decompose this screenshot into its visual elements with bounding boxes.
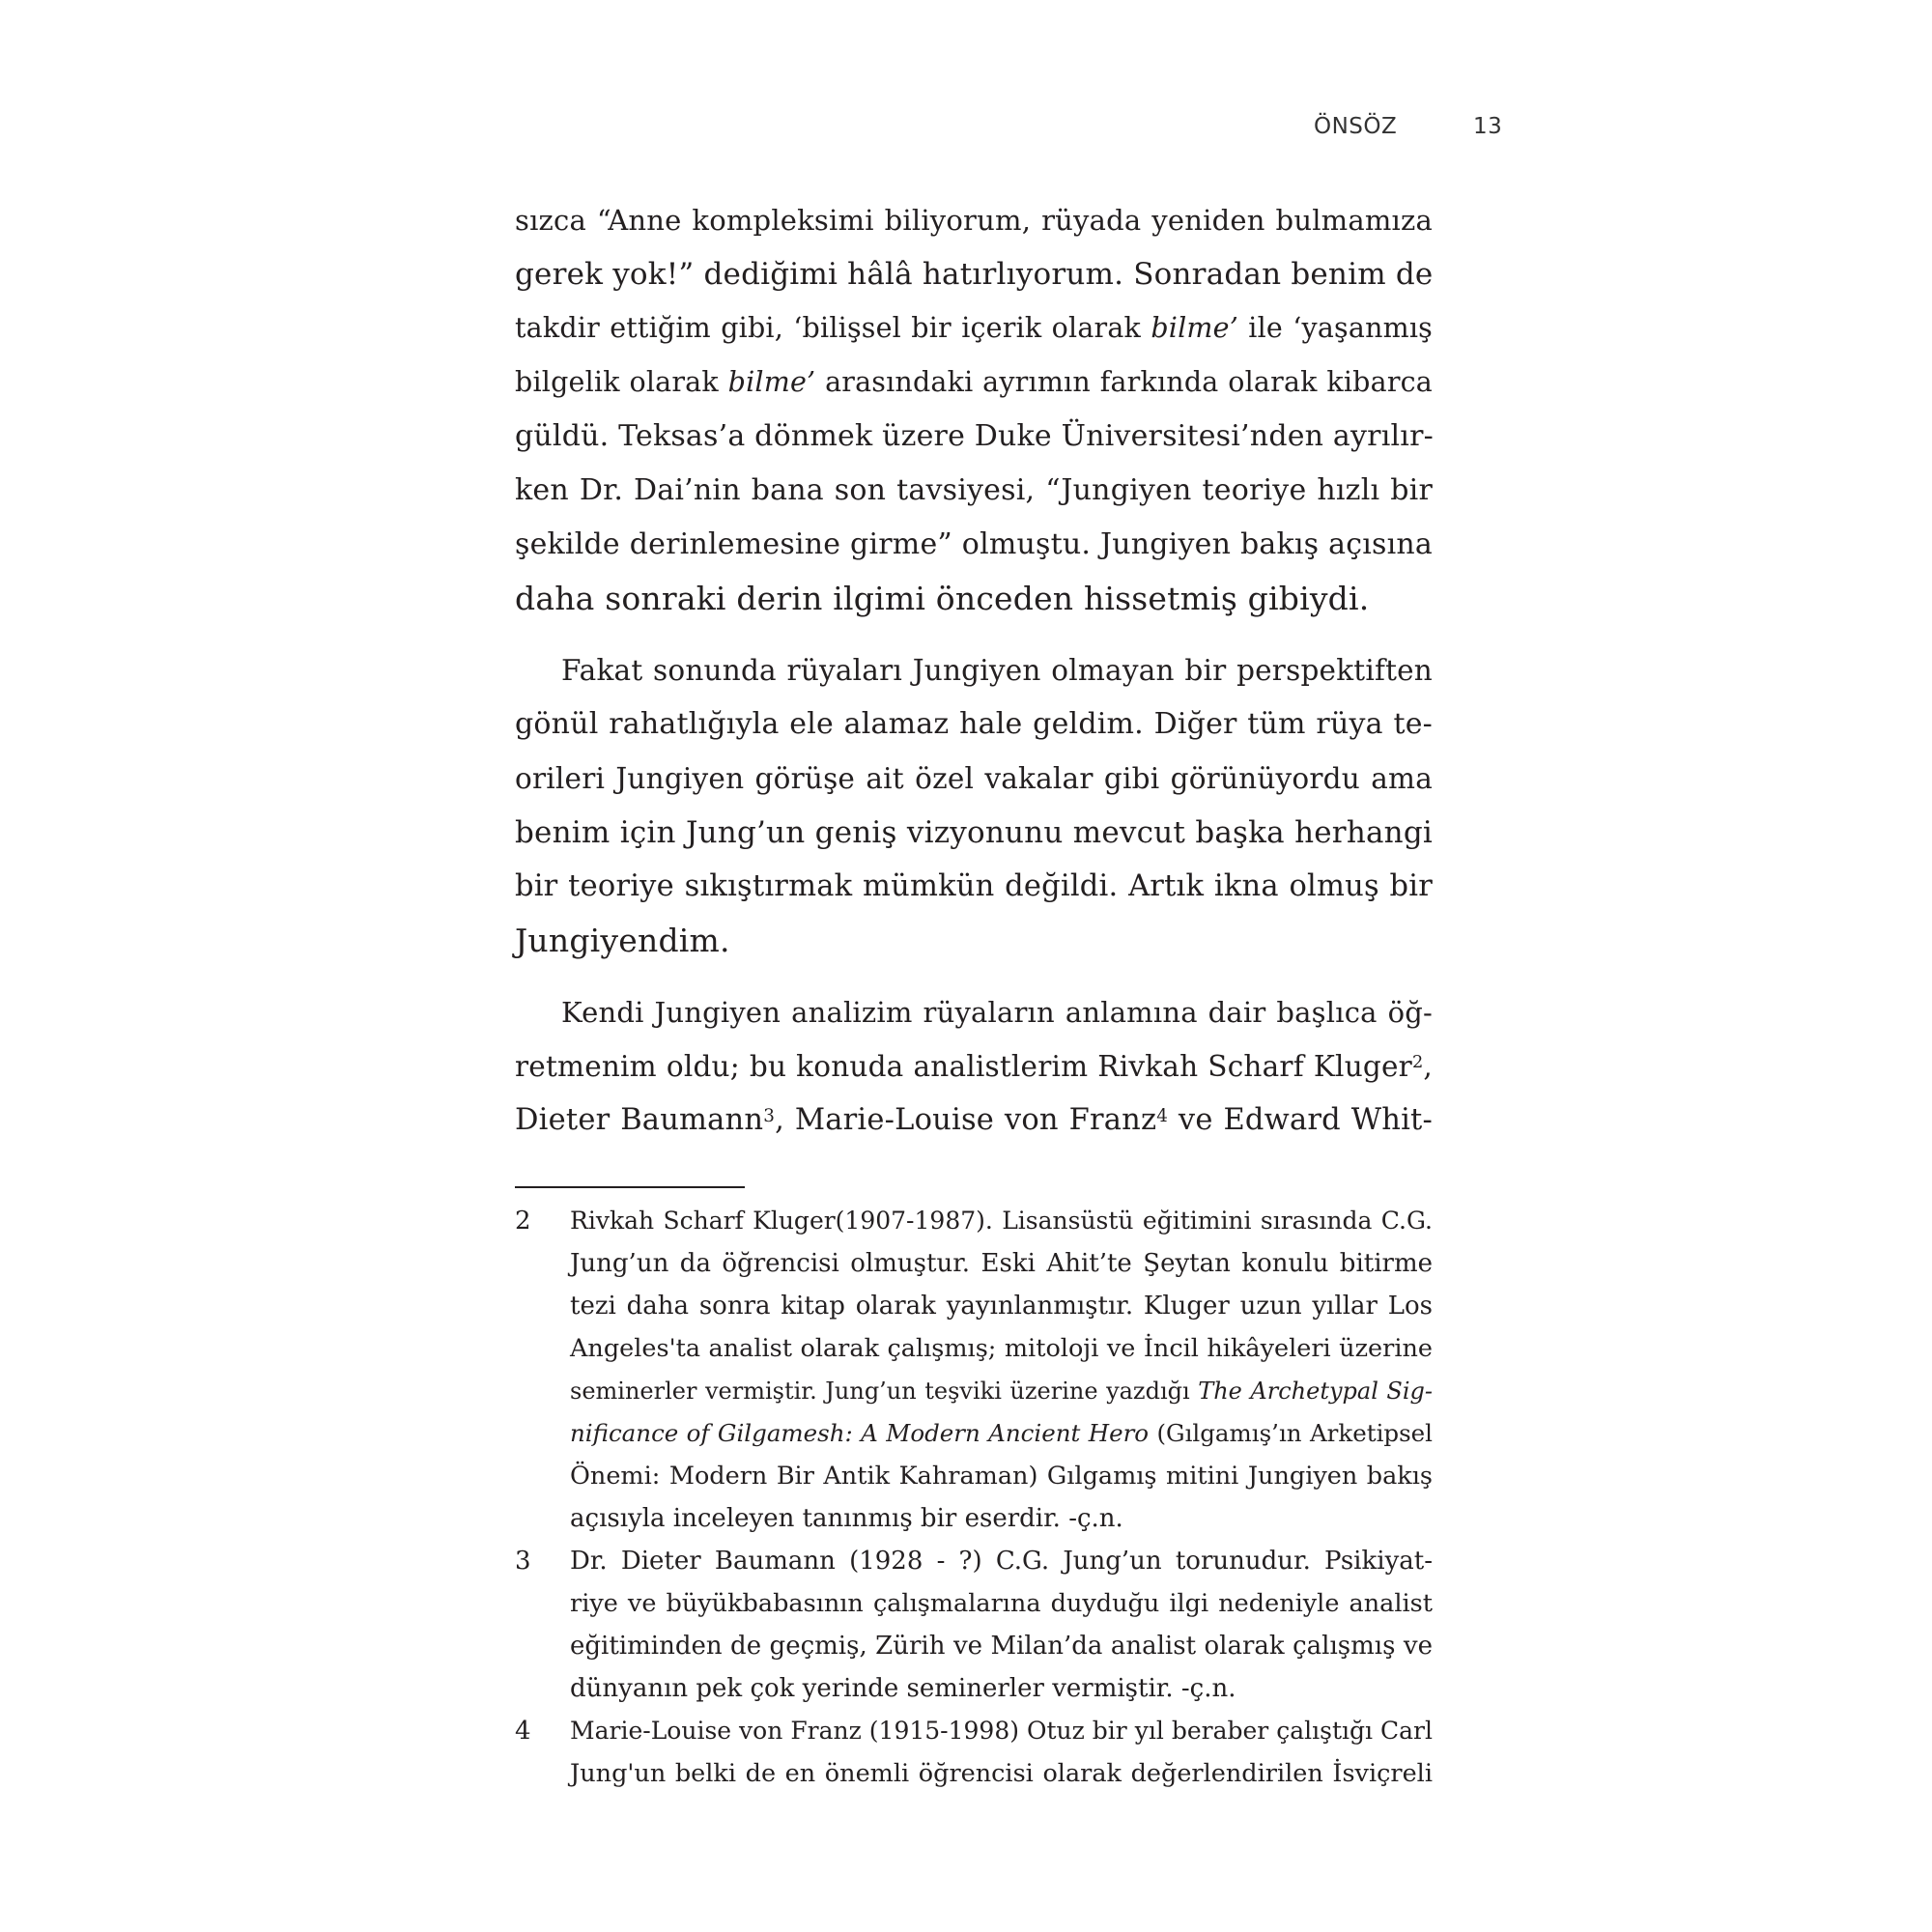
text-line: Jungiyendim. bbox=[515, 922, 730, 959]
text-line: ken Dr. Dai’nin bana son tavsiyesi, “Jungiyen teoriye hızlı bir bbox=[515, 473, 1433, 507]
text-line: bir teoriye sıkıştırmak mümkün değildi. Artık ikna olmuş bir bbox=[515, 869, 1433, 903]
footnote-4 bbox=[515, 1710, 1433, 1795]
section-title: ÖNSÖZ bbox=[1314, 114, 1398, 139]
page-number: 13 bbox=[1473, 114, 1503, 139]
footnote-line: Marie-Louise von Franz (1915-1998) Otuz bir yıl beraber çalıştığı Carl bbox=[570, 1717, 1433, 1745]
footnote-separator bbox=[515, 1186, 745, 1188]
footnote-2 bbox=[515, 1200, 1433, 1540]
paragraph-2 bbox=[515, 643, 1433, 968]
paragraph-1 bbox=[515, 193, 1433, 626]
footnote-ref[interactable]: 3 bbox=[763, 1106, 776, 1126]
footnote-ref[interactable]: 4 bbox=[1156, 1106, 1169, 1126]
text-line: bilgelik olarak bilme’ arasındaki ayrımın farkında olarak kibarca bbox=[515, 366, 1433, 398]
footnote-number: 4 bbox=[515, 1717, 531, 1746]
footnote-line: riye ve büyükbabasının çalışmalarına duyduğu ilgi nedeniyle analist bbox=[570, 1589, 1433, 1618]
italic-term: bilme’ bbox=[1151, 312, 1238, 344]
text-line: daha sonraki derin ilgimi önceden hissetmiş gibiydi. bbox=[515, 580, 1370, 617]
footnote-line: açısıyla inceleyen tanınmış bir eserdir. -ç.n. bbox=[570, 1504, 1123, 1533]
footnote-line: nificance of Gilgamesh: A Modern Ancient Hero (Gılgamış’ın Arketipsel bbox=[570, 1419, 1433, 1447]
text-line: Fakat sonunda rüyaları Jungiyen olmayan bir perspektiften bbox=[561, 654, 1433, 687]
text-line: gerek yok!” dediğimi hâlâ hatırlıyorum. Sonradan benim de bbox=[515, 257, 1434, 292]
text-line: gönül rahatlığıyla ele alamaz hale geldim. Diğer tüm rüya te- bbox=[515, 707, 1433, 741]
text-line: şekilde derinlemesine girme” olmuştu. Jungiyen bakış açısına bbox=[515, 527, 1433, 561]
footnote-line: Jung'un belki de en önemli öğrencisi olarak değerlendirilen İsviçreli bbox=[570, 1759, 1433, 1788]
text-line: benim için Jung’un geniş vizyonunu mevcut başka herhangi bbox=[515, 815, 1433, 850]
body-text bbox=[515, 193, 1433, 1165]
paragraph-3 bbox=[515, 985, 1433, 1148]
footnote-line: Angeles'ta analist olarak çalışmış; mitoloji ve İncil hikâyeleri üzerine bbox=[570, 1334, 1433, 1363]
text-line: takdir ettiğim gibi, ‘bilişsel bir içerik olarak bilme’ ile ‘yaşanmış bbox=[515, 312, 1433, 344]
text-line: Kendi Jungiyen analizim rüyaların anlamına dair başlıca öğ- bbox=[561, 996, 1433, 1029]
text-line: retmenim oldu; bu konuda analistlerim Rivkah Scharf Kluger$^2$, bbox=[515, 1050, 1433, 1083]
footnote-line: tezi daha sonra kitap olarak yayınlanmıştır. Kluger uzun yıllar Los bbox=[570, 1292, 1433, 1321]
book-title: The Archetypal Sig- bbox=[1198, 1378, 1433, 1405]
footnote-line: dünyanın pek çok yerinde seminerler vermiştir. -ç.n. bbox=[570, 1674, 1236, 1703]
text-line: orileri Jungiyen görüşe ait özel vakalar gibi görünüyordu ama bbox=[515, 762, 1433, 795]
text-line: Dieter Baumann$^3$, Marie-Louise von Franz$^4$ ve Edward Whit- bbox=[515, 1103, 1434, 1137]
running-head bbox=[1314, 114, 1507, 143]
italic-term: bilme’ bbox=[727, 366, 816, 398]
book-title: nificance of Gilgamesh: A Modern Ancient Hero bbox=[570, 1419, 1150, 1447]
footnote-line: eğitiminden de geçmiş, Zürih ve Milan’da analist olarak çalışmış ve bbox=[570, 1632, 1433, 1661]
footnote-3 bbox=[515, 1540, 1433, 1710]
text-line: güldü. Teksas’a dönmek üzere Duke Üniversitesi’nden ayrılır- bbox=[515, 419, 1434, 453]
footnote-ref[interactable]: 2 bbox=[1411, 1053, 1424, 1072]
footnote-line: Önemi: Modern Bir Antik Kahraman) Gılgamış mitini Jungiyen bakış bbox=[570, 1462, 1433, 1491]
footnote-number: 2 bbox=[515, 1207, 531, 1236]
footnote-line: Rivkah Scharf Kluger(1907-1987). Lisansüstü eğitimini sırasında C.G. bbox=[570, 1207, 1433, 1235]
footnote-line: Dr. Dieter Baumann (1928 - ?) C.G. Jung’un torunudur. Psikiyat- bbox=[570, 1547, 1433, 1576]
footnote-line: seminerler vermiştir. Jung’un teşviki üzerine yazdığı The Archetypal Sig- bbox=[570, 1378, 1433, 1405]
footnote-number: 3 bbox=[515, 1547, 531, 1576]
footnote-line: Jung’un da öğrencisi olmuştur. Eski Ahit’te Şeytan konulu bitirme bbox=[570, 1249, 1433, 1278]
text-line: sızca “Anne kompleksimi biliyorum, rüyada yeniden bulmamıza bbox=[515, 204, 1433, 237]
footnotes bbox=[515, 1200, 1433, 1795]
